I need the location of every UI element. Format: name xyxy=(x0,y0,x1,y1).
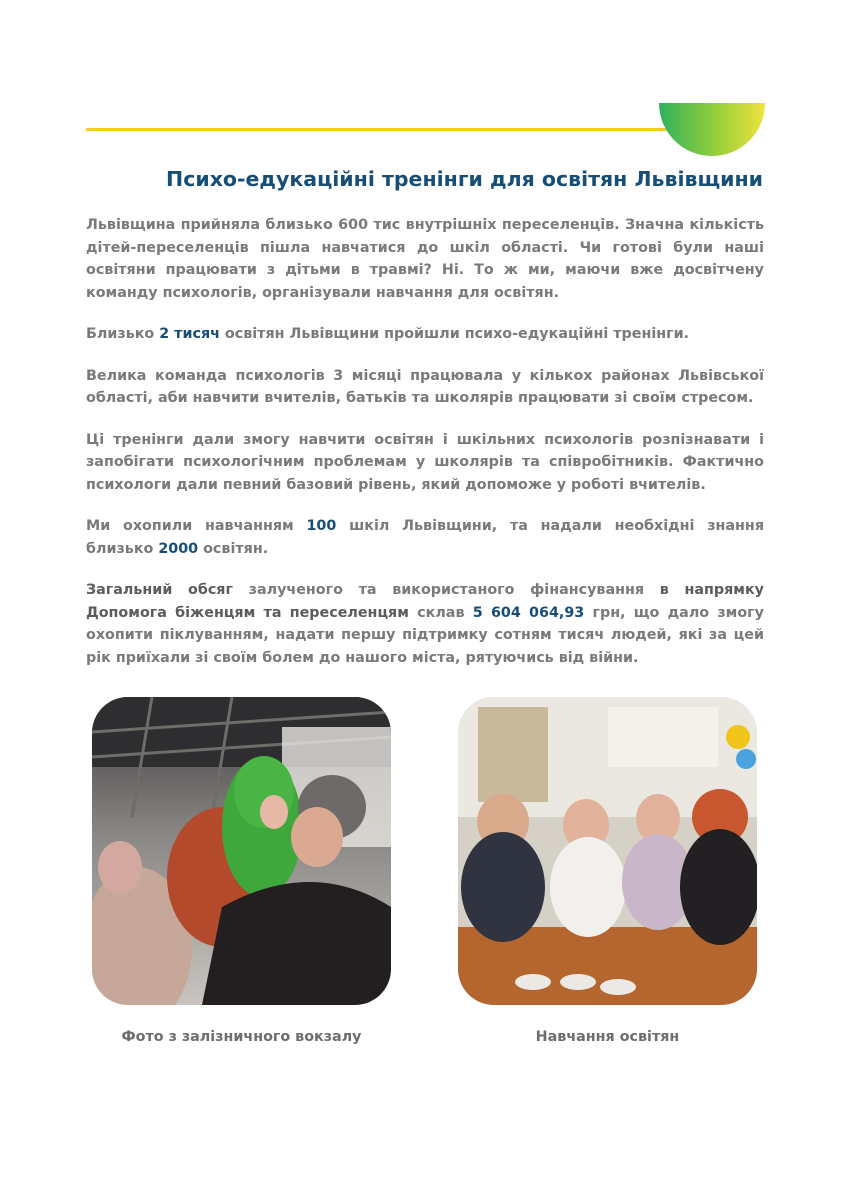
photo-teacher-training xyxy=(458,697,757,1005)
page-title: Психо-едукаційні тренінги для освітян Львівщини xyxy=(166,167,763,191)
highlight-two-thousand: 2 тисяч xyxy=(159,326,220,342)
article-body xyxy=(86,214,764,688)
paragraph-trainings: Ці тренінги дали змогу навчити освітян і шкільних психологів розпізнавати і запобігати психологічним проблемам у школярів та співробітників. Фактично психологи дали певний базовий рівень, який допоможе у роботі вчителів. xyxy=(86,431,764,493)
highlight-teachers: 2000 xyxy=(158,540,199,557)
paragraph-intro: Львівщина прийняла близько 600 тис внутрішніх переселенців. Значна кількість дітей-переселенців пішла навчатися до шкіл області. Чи готові були наші освітяни працювати з дітьми в травмі? Ні. То ж ми, маючи вже досвітчену команду психологів, організували навчання для освітян. xyxy=(86,217,764,301)
header-rule xyxy=(86,128,706,131)
text-segment: освітян Львівщини пройшли психо-едукаційні тренінги. xyxy=(219,326,690,342)
paragraph-coverage xyxy=(86,515,764,560)
emphasis-total: Загальний обсяг xyxy=(86,582,233,598)
emphasis-direction: в напрямку Допомога біженцям та переселенцям xyxy=(86,582,764,621)
caption-railway-station: Фото з залізничного вокзалу xyxy=(121,1029,362,1045)
highlight-amount: 5 604 064,93 xyxy=(472,604,585,621)
caption-teacher-training: Навчання освітян xyxy=(535,1029,680,1045)
highlight-schools: 100 xyxy=(306,518,337,534)
text-segment: склав xyxy=(408,604,473,621)
text-segment: Близько xyxy=(86,326,160,342)
paragraph-trained-count xyxy=(86,323,764,346)
text-segment: залученого та використаного фінансування xyxy=(232,582,660,598)
text-segment: Ми охопили навчанням xyxy=(86,518,307,534)
text-segment: грн, що дало змогу охопити піклуванням, надати першу підтримку сотням тисяч людей, які за цей рік приїхали зі своїм болем до нашого міста, рятуючись від війни. xyxy=(86,604,764,666)
paragraph-funding xyxy=(86,579,764,669)
decorative-half-circle xyxy=(659,103,765,156)
photo-railway-station xyxy=(92,697,391,1005)
text-segment: шкіл Львівщини, та надали необхідні знання близько xyxy=(86,518,764,557)
paragraph-team: Велика команда психологів 3 місяці працювала у кількох районах Львівської області, аби навчити вчителів, батьків та школярів працювати зі своїм стресом. xyxy=(86,367,764,406)
text-segment: освітян. xyxy=(198,540,269,557)
